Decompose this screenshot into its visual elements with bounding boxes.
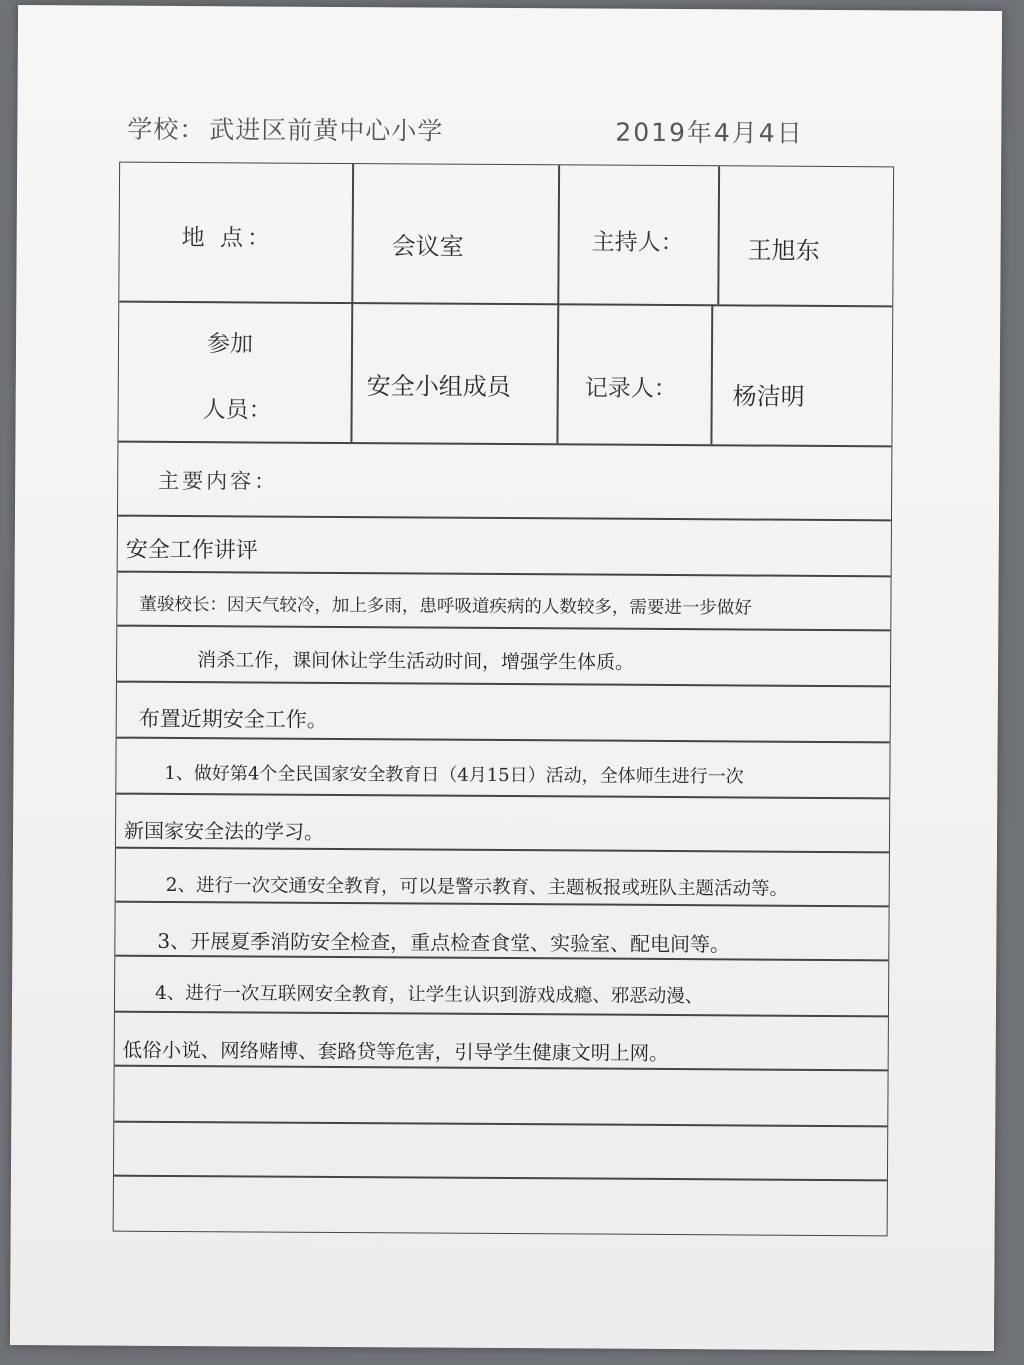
content-line: 消杀工作，课间休让学生活动时间，增强学生体质。 xyxy=(197,649,635,674)
ruled-line xyxy=(116,901,889,907)
school-field xyxy=(127,110,443,148)
content-line: 2、进行一次交通安全教育，可以是警示教育、主题板报或班队主题活动等。 xyxy=(165,874,789,900)
content-line: 新国家安全法的学习。 xyxy=(123,818,325,844)
ruled-line xyxy=(118,571,891,577)
content-line: 董骏校长：因天气较冷，加上多雨，患呼吸道疾病的人数较多，需要进一步做好 xyxy=(139,594,752,619)
ruled-line xyxy=(116,793,889,799)
participants-label-continued: 人员： xyxy=(202,397,272,424)
location-label: 地 点： xyxy=(181,225,275,252)
ruled-line xyxy=(115,1011,888,1017)
school-label: 学校： xyxy=(127,114,206,145)
row-divider xyxy=(118,441,891,447)
column-divider xyxy=(710,304,712,444)
sheet-header xyxy=(127,110,887,155)
recorder-label: 记录人： xyxy=(584,375,677,403)
ruled-line xyxy=(117,681,890,687)
row-divider xyxy=(119,301,892,307)
column-divider xyxy=(717,166,719,304)
ruled-line xyxy=(117,737,890,743)
participants-label: 参加 xyxy=(206,331,254,358)
meeting-date: 2019年4月4日 xyxy=(615,117,804,148)
content-label: 主要内容： xyxy=(158,468,279,494)
content-line: 低俗小说、网络赌博、套路贷等危害，引导学生健康文明上网。 xyxy=(122,1038,669,1066)
record-table xyxy=(113,162,895,1237)
content-line: 安全工作讲评 xyxy=(125,537,258,564)
participants-value: 安全小组成员 xyxy=(366,372,511,402)
ruled-line xyxy=(117,625,890,631)
ruled-line xyxy=(118,515,891,521)
content-line: 4、进行一次互联网安全教育，让学生认识到游戏成瘾、邪恶动漫、 xyxy=(155,982,704,1008)
content-line: 1、做好第4个全民国家安全教育日（4月15日）活动，全体师生进行一次 xyxy=(164,762,744,788)
recorder-value: 杨洁明 xyxy=(732,382,805,411)
host-label: 主持人： xyxy=(591,229,684,257)
location-value: 会议室 xyxy=(391,232,464,261)
content-line: 布置近期安全工作。 xyxy=(138,706,328,732)
content-line: 3、开展夏季消防安全检查，重点检查食堂、实验室、配电间等。 xyxy=(157,928,731,957)
school-name: 武进区前黄中心小学 xyxy=(209,115,444,146)
ruled-line xyxy=(116,847,889,853)
meeting-record-sheet xyxy=(10,5,1002,1351)
host-value: 王旭东 xyxy=(747,236,820,265)
ruled-line xyxy=(114,1175,887,1181)
ruled-line xyxy=(115,1065,888,1071)
ruled-line xyxy=(114,1121,887,1127)
